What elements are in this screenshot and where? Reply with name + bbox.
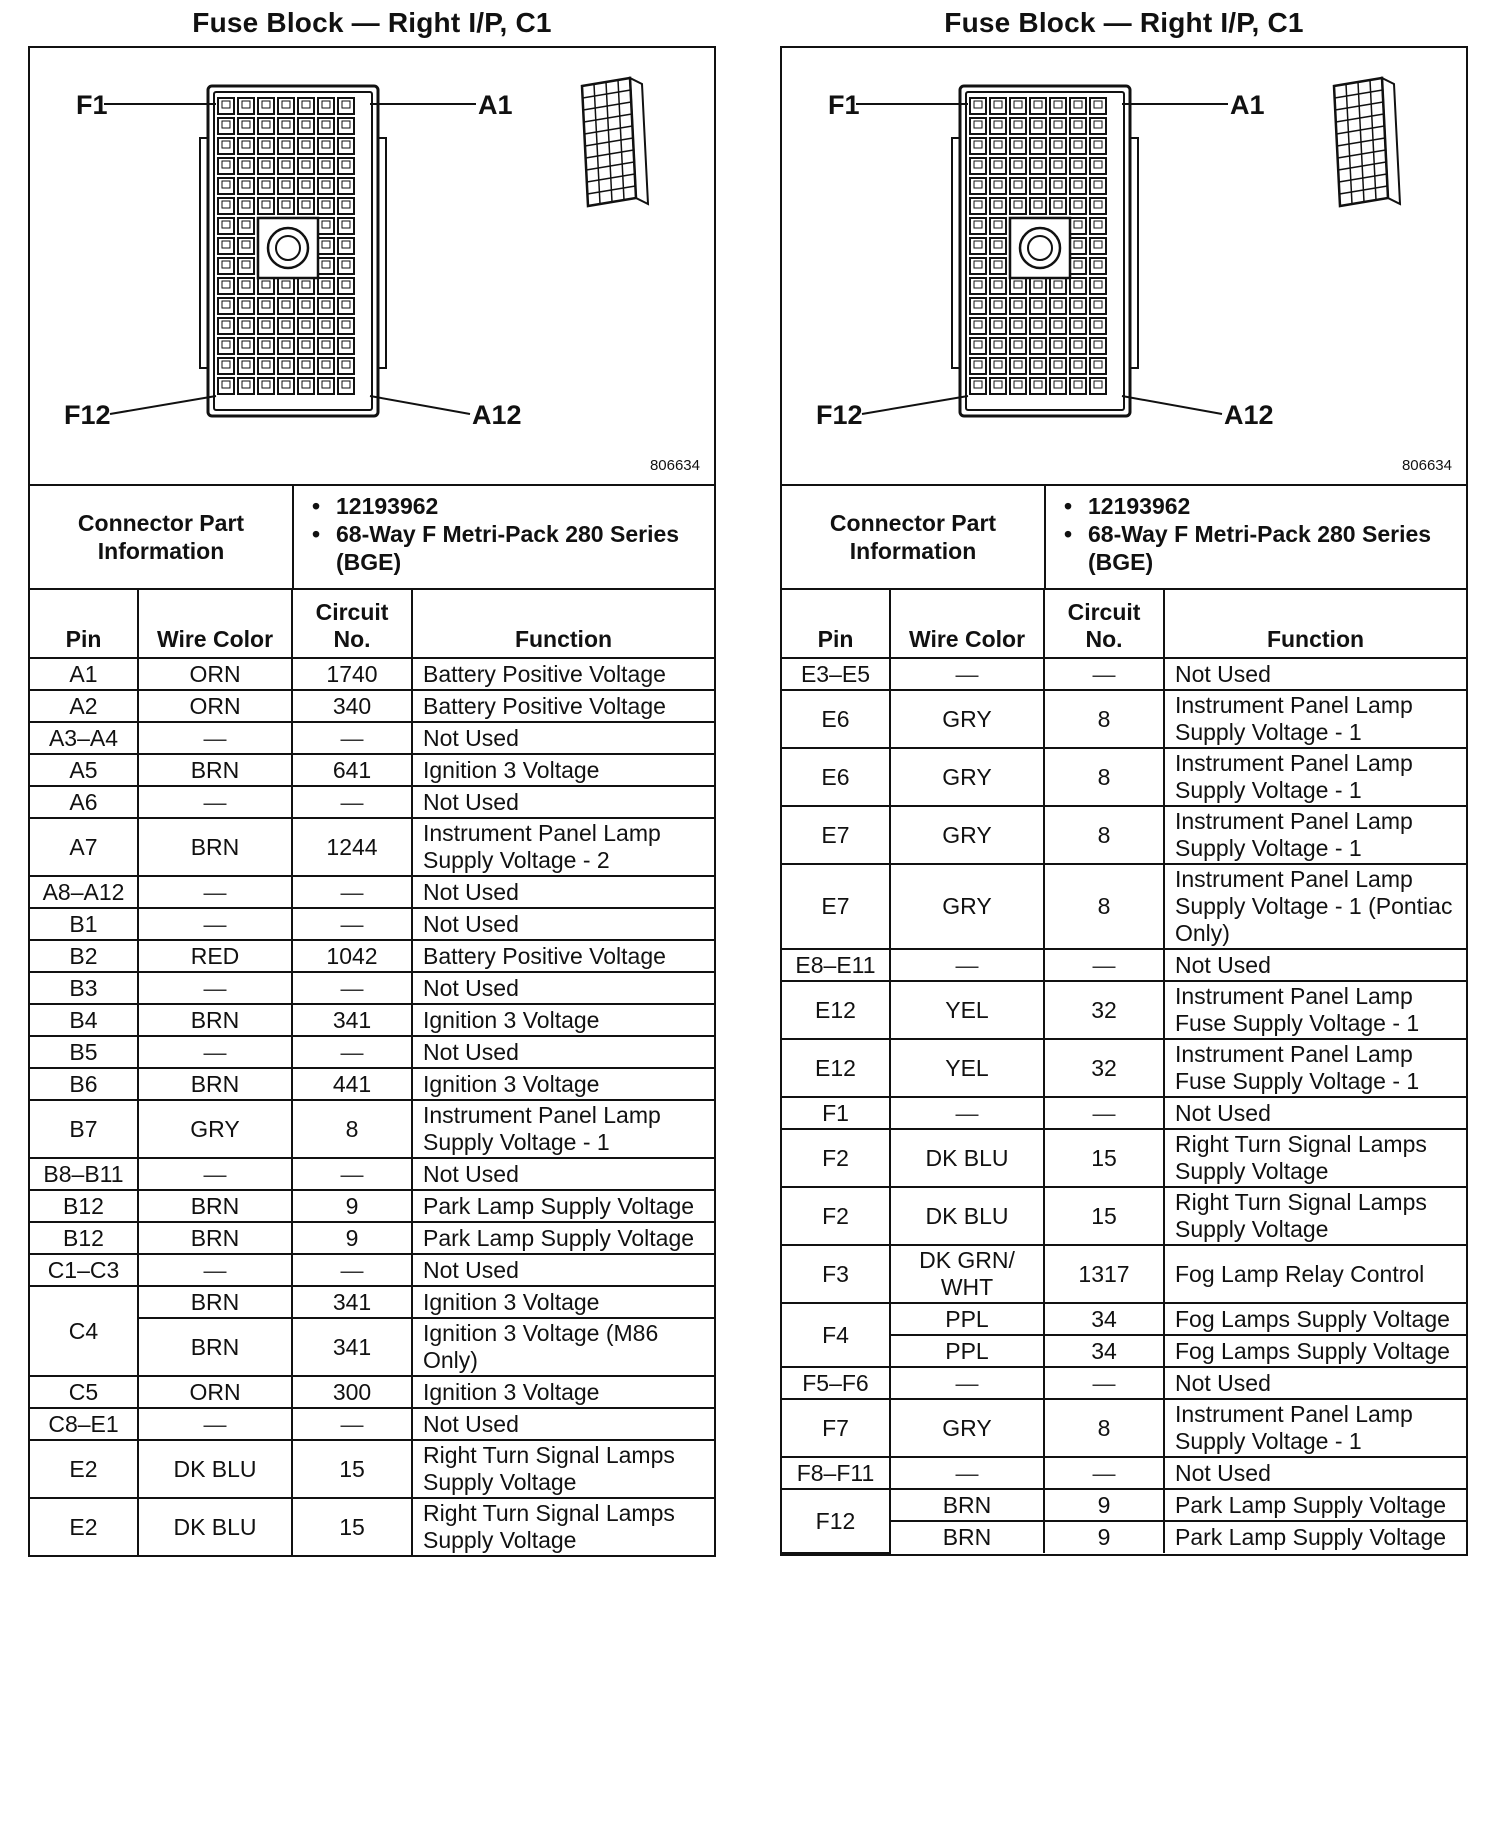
- pin-label-f1: F1: [828, 90, 860, 120]
- pin-cell: F3: [782, 1245, 890, 1303]
- function-cell: Battery Positive Voltage: [412, 690, 714, 722]
- table-row: [782, 1457, 1466, 1489]
- circuit-cell: 15: [292, 1440, 412, 1498]
- table-row: [782, 1097, 1466, 1129]
- function-cell: Not Used: [412, 972, 714, 1004]
- connector-box: [780, 46, 1468, 1556]
- circuit-cell: 9: [1044, 1521, 1164, 1553]
- table-row: [782, 690, 1466, 748]
- pin-label-f1: F1: [76, 90, 108, 120]
- function-cell: Instrument Panel Lamp Supply Voltage - 1: [1164, 806, 1466, 864]
- circuit-cell: 34: [1044, 1303, 1164, 1335]
- pin-table-body: [30, 658, 714, 1555]
- table-row: [782, 949, 1466, 981]
- pin-cell: E6: [782, 748, 890, 806]
- header-pin: Pin: [30, 590, 138, 658]
- circuit-cell: 15: [1044, 1187, 1164, 1245]
- pin-cell: B5: [30, 1036, 138, 1068]
- header-wire-color: Wire Color: [138, 590, 292, 658]
- pin-cell: E2: [30, 1440, 138, 1498]
- table-row: [30, 1222, 714, 1254]
- panel-title: Fuse Block — Right I/P, C1: [944, 7, 1304, 38]
- circuit-cell: 32: [1044, 1039, 1164, 1097]
- circuit-cell: 9: [292, 1222, 412, 1254]
- table-row: [782, 1489, 1466, 1521]
- cpi-label: Connector Part Information: [30, 486, 294, 588]
- table-row: [30, 1498, 714, 1555]
- header-pin: Pin: [782, 590, 890, 658]
- table-row: [30, 876, 714, 908]
- header-circuit-no: Circuit No.: [1044, 590, 1164, 658]
- table-row: [30, 1004, 714, 1036]
- wire-color-cell: ORN: [138, 658, 292, 690]
- circuit-cell: 8: [1044, 1399, 1164, 1457]
- table-row: [782, 1129, 1466, 1187]
- function-cell: Battery Positive Voltage: [412, 940, 714, 972]
- cpi-part-number: • 12193962: [1088, 492, 1466, 520]
- wire-color-cell: —: [138, 908, 292, 940]
- table-row: [30, 940, 714, 972]
- connector-diagram: [782, 48, 1466, 486]
- function-cell: Right Turn Signal Lamps Supply Voltage: [412, 1440, 714, 1498]
- function-cell: Ignition 3 Voltage: [412, 1376, 714, 1408]
- table-row: [30, 1408, 714, 1440]
- wire-color-cell: ORN: [138, 1376, 292, 1408]
- wire-color-cell: BRN: [138, 1190, 292, 1222]
- wire-color-cell: BRN: [890, 1521, 1044, 1553]
- pin-cell: A1: [30, 658, 138, 690]
- wire-color-cell: GRY: [890, 690, 1044, 748]
- wire-color-cell: DK BLU: [138, 1440, 292, 1498]
- circuit-cell: —: [292, 1158, 412, 1190]
- function-cell: Right Turn Signal Lamps Supply Voltage: [1164, 1129, 1466, 1187]
- wire-color-cell: —: [890, 1097, 1044, 1129]
- pin-cell: A6: [30, 786, 138, 818]
- function-cell: Ignition 3 Voltage: [412, 1068, 714, 1100]
- function-cell: Right Turn Signal Lamps Supply Voltage: [412, 1498, 714, 1555]
- pin-cell: B4: [30, 1004, 138, 1036]
- function-cell: Park Lamp Supply Voltage: [412, 1190, 714, 1222]
- circuit-cell: 1042: [292, 940, 412, 972]
- circuit-cell: 9: [292, 1190, 412, 1222]
- wire-color-cell: —: [890, 1457, 1044, 1489]
- circuit-cell: —: [292, 908, 412, 940]
- function-cell: Instrument Panel Lamp Supply Voltage - 1 (Pontiac Only): [1164, 864, 1466, 949]
- function-cell: Not Used: [412, 1408, 714, 1440]
- pin-cell: E8–E11: [782, 949, 890, 981]
- table-row: [30, 1254, 714, 1286]
- header-function: Function: [412, 590, 714, 658]
- circuit-cell: 34: [1044, 1335, 1164, 1367]
- cpi-description: • 68-Way F Metri-Pack 280 Series (BGE): [1088, 520, 1466, 576]
- circuit-cell: —: [1044, 949, 1164, 981]
- function-cell: Not Used: [1164, 1367, 1466, 1399]
- pin-cell: B7: [30, 1100, 138, 1158]
- circuit-cell: 300: [292, 1376, 412, 1408]
- circuit-cell: 641: [292, 754, 412, 786]
- pin-cell: B12: [30, 1222, 138, 1254]
- wire-color-cell: GRY: [890, 748, 1044, 806]
- wire-color-cell: DK BLU: [890, 1129, 1044, 1187]
- wire-color-cell: BRN: [138, 1286, 292, 1318]
- pin-cell: C5: [30, 1376, 138, 1408]
- connector-drawing: [782, 48, 1466, 482]
- wire-color-cell: GRY: [890, 806, 1044, 864]
- table-row: [30, 690, 714, 722]
- wire-color-cell: PPL: [890, 1335, 1044, 1367]
- wire-color-cell: BRN: [138, 754, 292, 786]
- wire-color-cell: YEL: [890, 1039, 1044, 1097]
- function-cell: Not Used: [412, 876, 714, 908]
- connector-part-info: [30, 486, 714, 590]
- pin-label-f12: F12: [64, 400, 111, 430]
- pin-cell: C1–C3: [30, 1254, 138, 1286]
- pin-cell: E7: [782, 806, 890, 864]
- circuit-cell: —: [1044, 1097, 1164, 1129]
- pin-cell: F5–F6: [782, 1367, 890, 1399]
- table-row: [782, 1187, 1466, 1245]
- pin-label-a12: A12: [1224, 400, 1274, 430]
- pin-cell: E2: [30, 1498, 138, 1555]
- pin-cell: A7: [30, 818, 138, 876]
- wire-color-cell: YEL: [890, 981, 1044, 1039]
- header-circuit-no: Circuit No.: [292, 590, 412, 658]
- pin-label-a1: A1: [478, 90, 513, 120]
- circuit-cell: 8: [1044, 864, 1164, 949]
- function-cell: Fog Lamp Relay Control: [1164, 1245, 1466, 1303]
- table-row: [782, 864, 1466, 949]
- table-row: [30, 972, 714, 1004]
- circuit-cell: 441: [292, 1068, 412, 1100]
- circuit-cell: —: [1044, 658, 1164, 690]
- function-cell: Not Used: [412, 1254, 714, 1286]
- function-cell: Park Lamp Supply Voltage: [1164, 1489, 1466, 1521]
- wire-color-cell: —: [890, 658, 1044, 690]
- pin-cell: F2: [782, 1129, 890, 1187]
- function-cell: Instrument Panel Lamp Supply Voltage - 1: [1164, 748, 1466, 806]
- circuit-cell: 1317: [1044, 1245, 1164, 1303]
- pin-label-f12: F12: [816, 400, 863, 430]
- function-cell: Right Turn Signal Lamps Supply Voltage: [1164, 1187, 1466, 1245]
- connector-drawing: [30, 48, 714, 482]
- wire-color-cell: RED: [138, 940, 292, 972]
- wire-color-cell: GRY: [138, 1100, 292, 1158]
- circuit-cell: —: [292, 786, 412, 818]
- function-cell: Instrument Panel Lamp Fuse Supply Voltage - 1: [1164, 1039, 1466, 1097]
- circuit-cell: 32: [1044, 981, 1164, 1039]
- pin-cell: C4: [30, 1286, 138, 1376]
- function-cell: Not Used: [1164, 658, 1466, 690]
- table-row: [782, 1245, 1466, 1303]
- wire-color-cell: DK BLU: [890, 1187, 1044, 1245]
- pin-cell: B6: [30, 1068, 138, 1100]
- function-cell: Battery Positive Voltage: [412, 658, 714, 690]
- pin-cell: B1: [30, 908, 138, 940]
- pin-cell: F2: [782, 1187, 890, 1245]
- pin-table: [782, 590, 1466, 1554]
- function-cell: Instrument Panel Lamp Supply Voltage - 1: [1164, 1399, 1466, 1457]
- pin-cell: F8–F11: [782, 1457, 890, 1489]
- wire-color-cell: —: [138, 972, 292, 1004]
- table-row: [782, 981, 1466, 1039]
- wire-color-cell: —: [138, 1408, 292, 1440]
- circuit-cell: 341: [292, 1318, 412, 1376]
- right-panel: [780, 0, 1468, 1556]
- function-cell: Park Lamp Supply Voltage: [1164, 1521, 1466, 1553]
- function-cell: Not Used: [412, 1036, 714, 1068]
- wire-color-cell: BRN: [138, 1222, 292, 1254]
- pin-cell: E12: [782, 981, 890, 1039]
- cpi-list: [1046, 486, 1466, 588]
- wire-color-cell: GRY: [890, 864, 1044, 949]
- table-row: [782, 806, 1466, 864]
- table-row: [30, 1068, 714, 1100]
- function-cell: Instrument Panel Lamp Fuse Supply Voltage - 1: [1164, 981, 1466, 1039]
- connector-part-info: [782, 486, 1466, 590]
- wire-color-cell: —: [138, 722, 292, 754]
- function-cell: Not Used: [412, 786, 714, 818]
- table-row: [782, 1039, 1466, 1097]
- function-cell: Not Used: [412, 722, 714, 754]
- wire-color-cell: ORN: [138, 690, 292, 722]
- circuit-cell: 341: [292, 1286, 412, 1318]
- circuit-cell: —: [292, 876, 412, 908]
- connector-box: [28, 46, 716, 1557]
- circuit-cell: 9: [1044, 1489, 1164, 1521]
- circuit-cell: 8: [292, 1100, 412, 1158]
- cpi-description: • 68-Way F Metri-Pack 280 Series (BGE): [336, 520, 714, 576]
- wire-color-cell: DK GRN/ WHT: [890, 1245, 1044, 1303]
- function-cell: Fog Lamps Supply Voltage: [1164, 1303, 1466, 1335]
- pin-cell: B2: [30, 940, 138, 972]
- pin-cell: F12: [782, 1489, 890, 1553]
- table-row: [782, 748, 1466, 806]
- table-row: [30, 1100, 714, 1158]
- table-row: [782, 1399, 1466, 1457]
- circuit-cell: 15: [1044, 1129, 1164, 1187]
- wire-color-cell: —: [890, 1367, 1044, 1399]
- pin-table-body: [782, 658, 1466, 1553]
- pin-cell: F7: [782, 1399, 890, 1457]
- pin-label-a1: A1: [1230, 90, 1265, 120]
- circuit-cell: 8: [1044, 690, 1164, 748]
- table-row: [30, 658, 714, 690]
- table-row: [30, 908, 714, 940]
- table-row: [30, 786, 714, 818]
- circuit-cell: 340: [292, 690, 412, 722]
- circuit-cell: —: [1044, 1457, 1164, 1489]
- function-cell: Ignition 3 Voltage: [412, 1004, 714, 1036]
- circuit-cell: —: [292, 972, 412, 1004]
- circuit-cell: —: [1044, 1367, 1164, 1399]
- table-row: [30, 754, 714, 786]
- wire-color-cell: BRN: [138, 1004, 292, 1036]
- table-row: [30, 1286, 714, 1318]
- header-function: Function: [1164, 590, 1466, 658]
- pin-cell: C8–E1: [30, 1408, 138, 1440]
- pin-table: [30, 590, 714, 1555]
- table-row: [30, 722, 714, 754]
- circuit-cell: 15: [292, 1498, 412, 1555]
- wire-color-cell: —: [138, 786, 292, 818]
- wire-color-cell: —: [138, 1036, 292, 1068]
- diagram-number: 806634: [1401, 457, 1452, 474]
- circuit-cell: 8: [1044, 748, 1164, 806]
- wire-color-cell: BRN: [890, 1489, 1044, 1521]
- pin-cell: E6: [782, 690, 890, 748]
- function-cell: Not Used: [1164, 1457, 1466, 1489]
- pin-cell: A3–A4: [30, 722, 138, 754]
- function-cell: Ignition 3 Voltage: [412, 1286, 714, 1318]
- table-row: [30, 818, 714, 876]
- pin-cell: B3: [30, 972, 138, 1004]
- circuit-cell: 1244: [292, 818, 412, 876]
- pin-cell: A5: [30, 754, 138, 786]
- table-row: [30, 1190, 714, 1222]
- table-row: [782, 1303, 1466, 1335]
- pin-cell: F1: [782, 1097, 890, 1129]
- wire-color-cell: DK BLU: [138, 1498, 292, 1555]
- function-cell: Instrument Panel Lamp Supply Voltage - 1: [1164, 690, 1466, 748]
- wire-color-cell: BRN: [138, 1318, 292, 1376]
- function-cell: Not Used: [1164, 949, 1466, 981]
- panel-title: Fuse Block — Right I/P, C1: [192, 7, 552, 38]
- cpi-part-number: • 12193962: [336, 492, 714, 520]
- wire-color-cell: PPL: [890, 1303, 1044, 1335]
- table-row: [30, 1440, 714, 1498]
- function-cell: Ignition 3 Voltage (M86 Only): [412, 1318, 714, 1376]
- table-row: [30, 1158, 714, 1190]
- pin-cell: E3–E5: [782, 658, 890, 690]
- connector-diagram: [30, 48, 714, 486]
- function-cell: Park Lamp Supply Voltage: [412, 1222, 714, 1254]
- function-cell: Instrument Panel Lamp Supply Voltage - 1: [412, 1100, 714, 1158]
- header-wire-color: Wire Color: [890, 590, 1044, 658]
- table-row: [30, 1036, 714, 1068]
- pin-cell: E12: [782, 1039, 890, 1097]
- function-cell: Ignition 3 Voltage: [412, 754, 714, 786]
- cpi-label: Connector Part Information: [782, 486, 1046, 588]
- diagram-number: 806634: [649, 457, 700, 474]
- left-panel: [28, 0, 716, 1557]
- pin-label-a12: A12: [472, 400, 522, 430]
- function-cell: Instrument Panel Lamp Supply Voltage - 2: [412, 818, 714, 876]
- pin-cell: B8–B11: [30, 1158, 138, 1190]
- table-row: [30, 1376, 714, 1408]
- table-row: [782, 658, 1466, 690]
- circuit-cell: —: [292, 722, 412, 754]
- circuit-cell: —: [292, 1036, 412, 1068]
- function-cell: Not Used: [412, 908, 714, 940]
- pin-cell: A8–A12: [30, 876, 138, 908]
- circuit-cell: 1740: [292, 658, 412, 690]
- wire-color-cell: —: [138, 1254, 292, 1286]
- table-row: [782, 1367, 1466, 1399]
- pin-cell: F4: [782, 1303, 890, 1367]
- wire-color-cell: GRY: [890, 1399, 1044, 1457]
- function-cell: Not Used: [1164, 1097, 1466, 1129]
- circuit-cell: —: [292, 1408, 412, 1440]
- circuit-cell: 341: [292, 1004, 412, 1036]
- wire-color-cell: —: [890, 949, 1044, 981]
- circuit-cell: 8: [1044, 806, 1164, 864]
- cpi-list: [294, 486, 714, 588]
- pin-cell: B12: [30, 1190, 138, 1222]
- wire-color-cell: BRN: [138, 1068, 292, 1100]
- wire-color-cell: —: [138, 1158, 292, 1190]
- circuit-cell: —: [292, 1254, 412, 1286]
- pin-cell: A2: [30, 690, 138, 722]
- pin-cell: E7: [782, 864, 890, 949]
- wire-color-cell: —: [138, 876, 292, 908]
- function-cell: Fog Lamps Supply Voltage: [1164, 1335, 1466, 1367]
- function-cell: Not Used: [412, 1158, 714, 1190]
- wire-color-cell: BRN: [138, 818, 292, 876]
